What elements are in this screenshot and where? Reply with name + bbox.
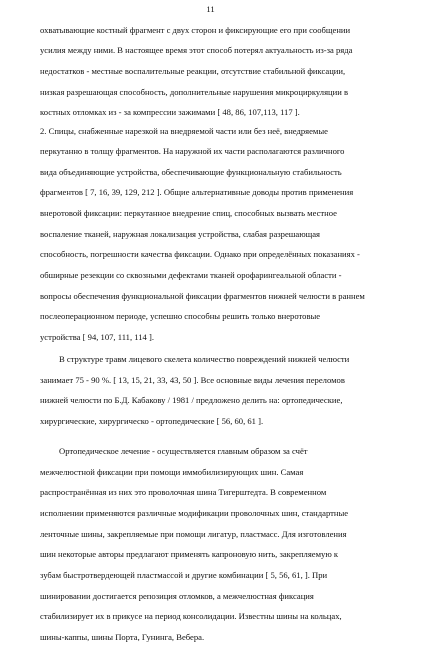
paragraph-line: внеротовой фиксации: перкутанное внедрение спиц, способных вызвать местное	[40, 208, 338, 218]
paragraph-line: 2. Спицы, снабженные нарезкой на внедряемой части или без неё, внедряемые	[40, 126, 328, 136]
paragraph-line: способность, погрешности качества фиксации. Однако при определённых показаниях -	[40, 249, 360, 259]
paragraph-line: зубам быстротвердеющей пластмассой и другие комбинации [ 5, 56, 61, ]. При	[40, 570, 328, 580]
paragraph-line: шины-каппы, шины Порта, Гунинга, Вебера.	[40, 632, 205, 642]
paragraph-line: распространённая из них это проволочная шина Тигерштедта. В современном	[40, 487, 327, 497]
paragraph-line: низкая разрешающая способность, дополнительные нарушения микроциркуляции в	[40, 87, 349, 97]
paragraph-line: шин некоторые авторы предлагают применять капроновую нить, закрепляемую к	[40, 549, 339, 559]
paragraph-line: Ортопедическое лечение - осуществляется главным образом за счёт	[59, 446, 308, 456]
page-number: 11	[206, 4, 215, 14]
paragraph-line: обширные резекции со сквозными дефектами тканей орофарингеальной области -	[40, 270, 342, 280]
paragraph-line: межчелюстной фиксации при помощи иммобилизирующих шин. Самая	[40, 467, 304, 477]
paragraph-line: послеоперационном периоде, успешно способны решить только внеротовые	[40, 311, 321, 321]
paragraph-line: нижней челюсти по Б.Д. Кабакову / 1981 / предложено делить на: ортопедические,	[40, 395, 343, 405]
paragraph-line: исполнении применяются различные модификации проволочных шин, стандартные	[40, 508, 349, 518]
paragraph-line: вопросы обеспечения функциональной фиксации фрагментов нижней челюсти в раннем	[40, 291, 365, 301]
paragraph-line: фрагментов [ 7, 16, 39, 129, 212 ]. Общие альтернативные доводы против применения	[40, 187, 354, 197]
paragraph-line: костных отломках из - за компрессии зажимами [ 48, 86, 107,113, 117 ].	[40, 107, 300, 117]
paragraph-line: В структуре травм лицевого скелета количество повреждений нижней челюсти	[59, 354, 350, 364]
paragraph-line: устройства [ 94, 107, 111, 114 ].	[40, 332, 155, 342]
paragraph-line: охватывающие костный фрагмент с двух сторон и фиксирующие его при сообщении	[40, 25, 351, 35]
paragraph-line: недостатков - местные воспалительные реакции, отсутствие стабильной фиксации,	[40, 66, 346, 76]
paragraph-line: перкутанно в толщу фрагментов. На наружной их части располагаются различного	[40, 146, 345, 156]
paragraph-line: занимает 75 - 90 %. [ 13, 15, 21, 33, 43, 50 ]. Все основные виды лечения переломов	[40, 375, 345, 385]
paragraph-line: вида объединяющие устройства, обеспечивающие функциональную стабильность	[40, 167, 342, 177]
paragraph-line: воспаление тканей, наружная локализация устройства, слабая разрешающая	[40, 229, 320, 239]
paragraph-line: стабилизирует их в прикусе на период консолидации. Известны шины на кольцах,	[40, 611, 342, 621]
paragraph-line: хирургические, хирургическо - ортопедические [ 56, 60, 61 ].	[40, 416, 264, 426]
paragraph-line: ленточные шины, закрепляемые при помощи лигатур, пластмасс. Для изготовления	[40, 529, 347, 539]
paragraph-line: усилия между ними. В настоящее время этот способ потерял актуальность из-за ряда	[40, 45, 353, 55]
paragraph-line: шинировании достигается репозиция отломков, а межчелюстная фиксация	[40, 591, 314, 601]
